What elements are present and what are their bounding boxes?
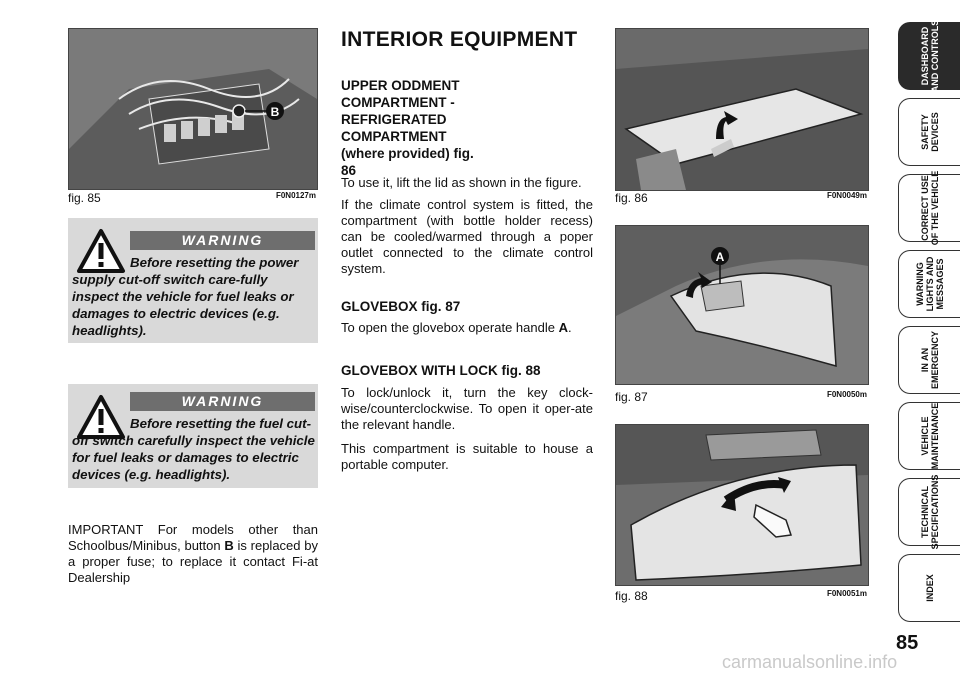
heading-glovebox-lock: GLOVEBOX WITH LOCK fig. 88 bbox=[341, 363, 541, 378]
tab-safety-devices[interactable]: SAFETY DEVICES bbox=[898, 98, 960, 166]
fig86-image bbox=[615, 28, 869, 191]
fig85-code: F0N0127m bbox=[275, 191, 316, 200]
watermark: carmanualsonline.info bbox=[722, 652, 898, 672]
warning-title-2: WARNING bbox=[130, 392, 315, 411]
page-number: 85 bbox=[896, 632, 919, 654]
warning-title-1: WARNING bbox=[130, 231, 315, 250]
fig88-code: F0N0051m bbox=[826, 589, 867, 598]
fig87-image bbox=[615, 225, 869, 385]
fig85-caption: fig. 85 bbox=[68, 191, 101, 205]
warning-text-1: Before resetting the power supply cut-off switch care-fully inspect the vehicle for fuel leaks or damages to electric devices (e.g. headlights). bbox=[72, 255, 299, 338]
tab-correct-use[interactable]: CORRECT USE OF THE VEHICLE bbox=[898, 174, 960, 242]
fig87-caption: fig. 87 bbox=[615, 390, 648, 404]
para-lock: To lock/unlock it, turn the key clock-wise/counterclockwise. To open it oper-ate the relevant handle. bbox=[341, 385, 593, 432]
important-note: IMPORTANT For models other than Schoolbus/Minibus, button B is replaced by a proper fuse; to replace it contact Fi-at Dealership bbox=[68, 522, 318, 585]
fig85-image bbox=[68, 28, 318, 190]
heading-glovebox: GLOVEBOX fig. 87 bbox=[341, 299, 461, 314]
warning-box-1 bbox=[68, 218, 318, 343]
para-glovebox: To open the glovebox operate handle A. bbox=[341, 320, 572, 335]
tab-vehicle-maintenance[interactable]: VEHICLE MAINTENANCE bbox=[898, 402, 960, 470]
fig88-caption: fig. 88 bbox=[615, 589, 648, 603]
tab-technical-specifications[interactable]: TECHNICAL SPECIFICATIONS bbox=[898, 478, 960, 546]
warning-box-2 bbox=[68, 384, 318, 488]
tab-emergency[interactable]: IN AN EMERGENCY bbox=[898, 326, 960, 394]
fig87-code: F0N0050m bbox=[826, 390, 867, 399]
fig87-label-a: A bbox=[715, 250, 725, 264]
heading-upper-oddment: UPPER ODDMENT COMPARTMENT - REFRIGERATED COMPARTMENT (where provided) fig. 86 bbox=[341, 78, 474, 178]
tab-warning-lights[interactable]: WARNING LIGHTS AND MESSAGES bbox=[898, 250, 960, 318]
tab-dashboard-and-controls[interactable]: DASHBOARD AND CONTROLS bbox=[898, 22, 960, 90]
fig86-code: F0N0049m bbox=[826, 191, 867, 200]
para-lift-lid: To use it, lift the lid as shown in the figure. bbox=[341, 175, 582, 190]
warning-text-2: Before resetting the fuel cut-off switch carefully inspect the vehicle for fuel leaks or damages to electric devices (e.g. headlights). bbox=[72, 416, 315, 482]
section-title: INTERIOR EQUIPMENT bbox=[341, 28, 578, 51]
para-climate: If the climate control system is fitted, the compartment (with bottle holder recess) can be cooled/warmed through a poper outlet connected to the climate control system. bbox=[341, 197, 593, 276]
fig85-label-b: B bbox=[270, 105, 280, 119]
fig86-caption: fig. 86 bbox=[615, 191, 648, 205]
tab-index[interactable]: INDEX bbox=[898, 554, 960, 622]
fig88-image bbox=[615, 424, 869, 586]
para-computer: This compartment is suitable to house a portable computer. bbox=[341, 441, 593, 472]
